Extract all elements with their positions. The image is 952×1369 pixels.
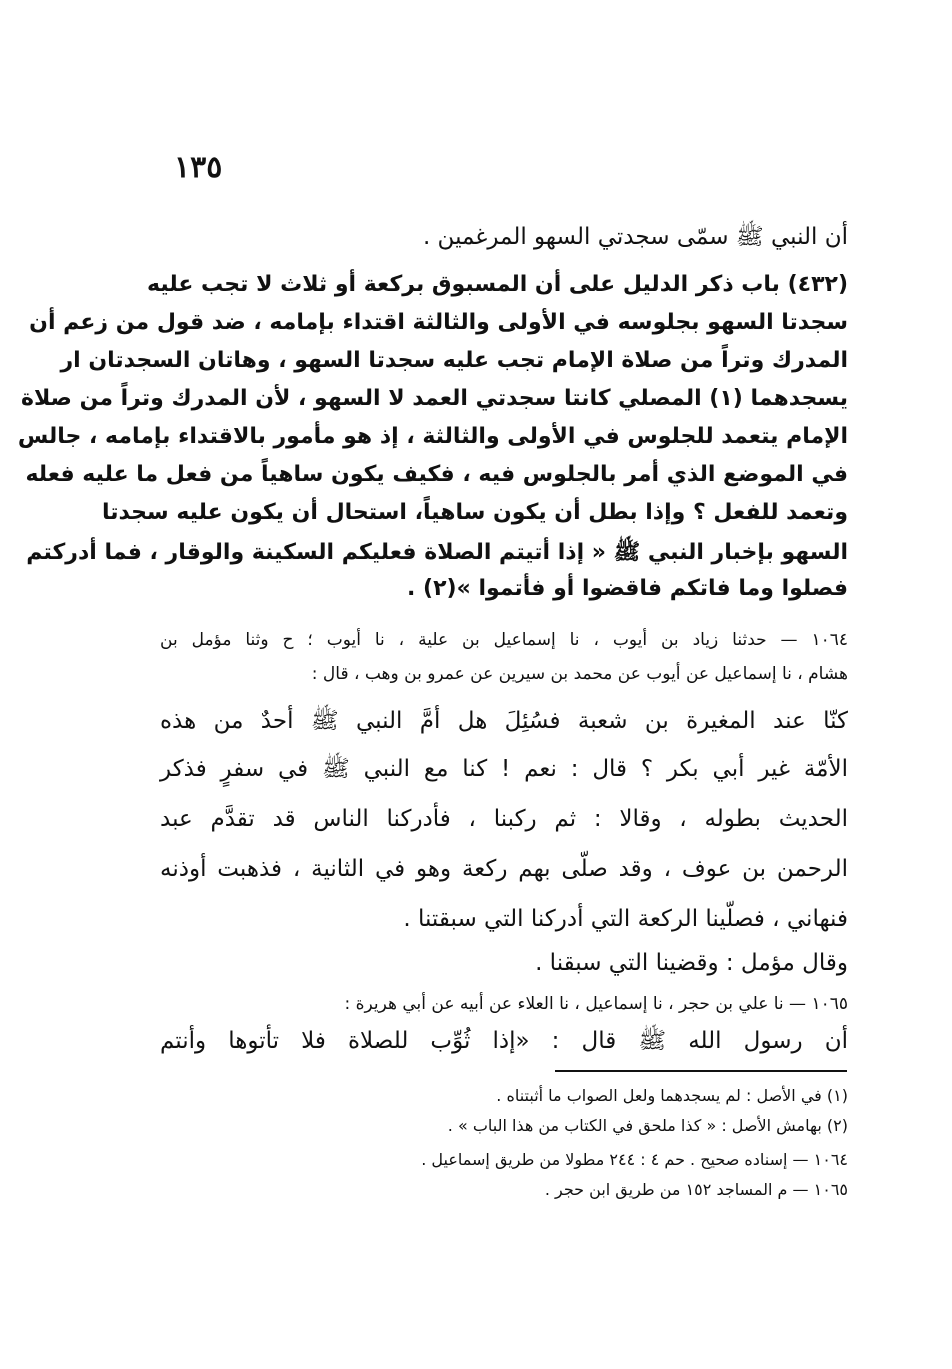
matn-line: الرحمن بن عوف ، وقد صلّى بهم ركعة وهو في الثانية ، فذهبت أوذنه [160,856,848,882]
footnote: ١٠٦٥ — م المساجد ١٥٢ من طريق ابن حجر . [544,1180,848,1199]
chapter-line: وتعمد للفعل ؟ وإذا بطل أن يكون ساهياً، استحال أن يكون عليه سجدتا [101,500,848,525]
isnad-line: هشام ، نا إسماعيل عن أيوب عن محمد بن سيرين عن عمرو بن وهب ، قال : [311,664,848,684]
isnad-line: ١٠٦٤ — حدثنا زياد بن أيوب ، نا إسماعيل بن علية ، نا أيوب ؛ ح وثنا مؤمل بن [160,630,848,650]
matn-line: فنهاني ، فصلّينا الركعة التي أدركنا التي سبقتنا . [403,906,848,932]
footnote: (٢) بهامش الأصل : « كذا ملحق في الكتاب من هذا الباب » . [447,1116,848,1135]
chapter-line: فصلوا وما فاتكم فاقضوا أو فأتموا »(٢) . [407,576,848,601]
footnote-divider [555,1070,847,1072]
footnote: (١) في الأصل : لم يسجدهما ولعل الصواب ما أثبتناه . [496,1086,848,1105]
footnote: ١٠٦٤ — إسناده صحيح . حم ٤ : ٢٤٤ مطولا من طريق إسماعيل . [421,1150,848,1169]
chapter-line: يسجدهما (١) المصلي كانتا سجدتي العمد لا السهو ، لأن المدرك وتراً من صلاة [20,386,848,411]
chapter-line: المدرك وتراً من صلاة الإمام تجب عليه سجدتا السهو ، وهاتان السجدتان ار [60,348,848,373]
page-number: ١٣٥ [174,150,223,185]
chapter-line: (٤٣٢) باب ذكر الدليل على أن المسبوق بركعة أو ثلاث لا تجب عليه [147,272,848,297]
matn-line: كنّا عند المغيرة بن شعبة فسُئِلَ هل أمَّ النبي ﷺ أحدٌ من هذه [160,708,848,734]
matn-line: الحديث بطوله ، وقالا : ثم ركبنا ، فأدركنا الناس قد تقدَّم عبد [160,806,848,832]
intro-line: أن النبي ﷺ سمّى سجدتي السهو المرغمين . [422,224,848,250]
matn-1065: أن رسول الله ﷺ قال : «إذا ثُوِّب للصلاة فلا تأتوها وأنتم [160,1028,848,1054]
chapter-line: سجدتا السهو بجلوسه في الأولى والثالثة اقتداء بإمامه ، ضد قول من زعم أن [29,310,848,335]
matn-line: الأمّة غير أبي بكر ؟ قال : نعم ! كنا مع النبي ﷺ في سفرٍ فذكر [160,756,848,782]
isnad-1065: ١٠٦٥ — نا علي بن حجر ، نا إسماعيل ، نا العلاء عن أبيه عن أبي هريرة : [344,994,848,1014]
chapter-line: الإمام يتعمد للجلوس في الأولى والثالثة ، إذ هو مأمور بالاقتداء بإمامه ، جالس [17,424,848,449]
chapter-line: السهو بإخبار النبي ﷺ « إذا أتيتم الصلاة فعليكم السكينة والوقار ، فما أدركتم [26,540,848,565]
matn-line: وقال مؤمل : وقضينا التي سبقنا . [535,950,848,976]
chapter-line: في الموضع الذي أمر بالجلوس فيه ، فكيف يكون ساهياً من فعل ما عليه فعله [25,462,848,487]
